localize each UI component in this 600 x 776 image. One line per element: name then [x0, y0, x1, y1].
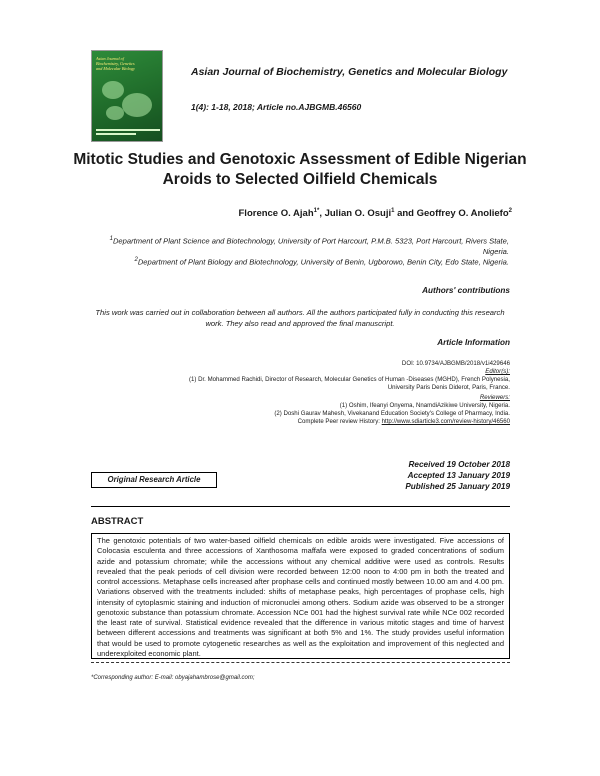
corresponding-author-footnote: *Corresponding author: E-mail: obyajahambrose@gmail.com; [91, 675, 255, 681]
article-type-label: Original Research Article [91, 472, 217, 488]
article-information-heading: Article Information [437, 338, 510, 347]
journal-cover-image [91, 50, 163, 142]
cover-graphic [102, 81, 124, 99]
cover-title-line: Asian Journal of [96, 56, 124, 61]
footnote-divider [91, 662, 510, 663]
affiliation [90, 234, 509, 258]
cover-title [96, 56, 160, 71]
doi: DOI: 10.9734/AJBGMB/2018/v1i429646 [401, 360, 510, 367]
peer-review-label: Complete Peer review History: [297, 418, 382, 425]
contributions-heading: Authors' contributions [422, 286, 510, 295]
affiliation-text: Department of Plant Science and Biotechnology, University of Port Harcourt, P.M.B. 5323, Port Harcourt, Rivers State, Nigeria. [112, 236, 509, 257]
accepted-date: Accepted 13 January 2019 [407, 471, 510, 480]
affiliation-marker: 2 [134, 257, 138, 263]
editors-label: Editor(s): [485, 368, 510, 375]
author-marker: 2 [508, 208, 512, 214]
author-marker: 1* [313, 208, 320, 214]
published-date: Published 25 January 2019 [405, 482, 510, 491]
abstract-text: The genotoxic potentials of two water-based oilfield chemicals on edible aroids were investigated. Five accessions of Colocasia esculenta and three accessions of Xanthosoma maffafa were exposed to graded concentrations of sodium azide and potassium chromate; while the accessions without any chemical additive were used as controls. Results revealed that the peak periods of cell division were recorded between 12:00 noon to 4:00 pm in both the treated and control accessions. Metaphase cells increased after prophase cells and continued mostly between 10.00 am and 4.00 pm. Variations observed with the treatments included: shifts of metaphase peaks, high percentages of prophase cells, high intensity of cytoplasmic staining and induction of micronuclei among others. Sodium azide was observed to be a stronger genotoxic substance than potassium chromate. Accession NCe 001 had the highest survival rate while NCe 002 recorded the least rate of survival. Statistical evidence revealed that the difference in various mitotic stages and time of harvest between different accessions and treatments was significant at both 5% and 1%. The study provides useful information that would be used to promote cytogenetic researches as well as the exploitation and improvement of this neglected and underexploited economic plant. [97, 536, 504, 658]
reviewer-entry: (2) Doshi Gaurav Mahesh, Vivekanand Education Society's College of Pharmacy, India. [274, 410, 510, 417]
cover-title-line: and Molecular Biology [96, 66, 135, 71]
contributions-text: This work was carried out in collaboration between all authors. All the authors participated fully in conducting this research work. They also read and approved the final manuscript. [95, 308, 505, 328]
received-date: Received 19 October 2018 [408, 460, 510, 469]
reviewers-label: Reviewers: [479, 394, 510, 401]
author-name: Florence O. Ajah [238, 208, 314, 220]
peer-review-link[interactable]: http://www.sdiarticle3.com/review-history/46560 [381, 418, 510, 425]
abstract-heading: ABSTRACT [91, 516, 144, 527]
article-title: Mitotic Studies and Genotoxic Assessment of Edible Nigerian Aroids to Selected Oilfield Chemicals [73, 151, 527, 188]
cover-graphic [96, 133, 136, 135]
cover-graphic [122, 93, 152, 117]
journal-name: Asian Journal of Biochemistry, Genetics and Molecular Biology [191, 66, 508, 78]
cover-graphic [106, 106, 124, 120]
author-marker: 1 [391, 208, 395, 214]
cover-title-line: Biochemistry, Genetics [96, 61, 135, 66]
affiliation [90, 255, 509, 268]
section-divider [91, 506, 510, 507]
reviewer-entry: (1) Oshim, Ifeanyi Onyema, NnamdiAzikiwe University, Nigeria. [339, 402, 510, 409]
editor-entry-cont: University Paris Denis Diderot, Paris, France. [387, 384, 510, 391]
affiliation-marker: 1 [109, 236, 113, 242]
cover-graphic [96, 129, 160, 131]
abstract-box [91, 533, 510, 659]
peer-review-history [50, 418, 510, 426]
affiliation-text: Department of Plant Biology and Biotechnology, University of Benin, Ugborowo, Benin City, Edo State, Nigeria. [137, 257, 509, 267]
editor-entry: (1) Dr. Mohammed Rachidi, Director of Research, Molecular Genetics of Human -Diseases (MGHD), French Polynesia, [188, 376, 510, 383]
author-name: Geoffrey O. Anoliefo [416, 208, 509, 220]
journal-reference: 1(4): 1-18, 2018; Article no.AJBGMB.46560 [191, 102, 362, 112]
author-name: Julian O. Osuji [324, 208, 392, 220]
author-list: Florence O. Ajah$^{1*}$, Julian O. Osuji$^1$ and Geoffrey O. Anoliefo$^2$ [238, 208, 512, 220]
